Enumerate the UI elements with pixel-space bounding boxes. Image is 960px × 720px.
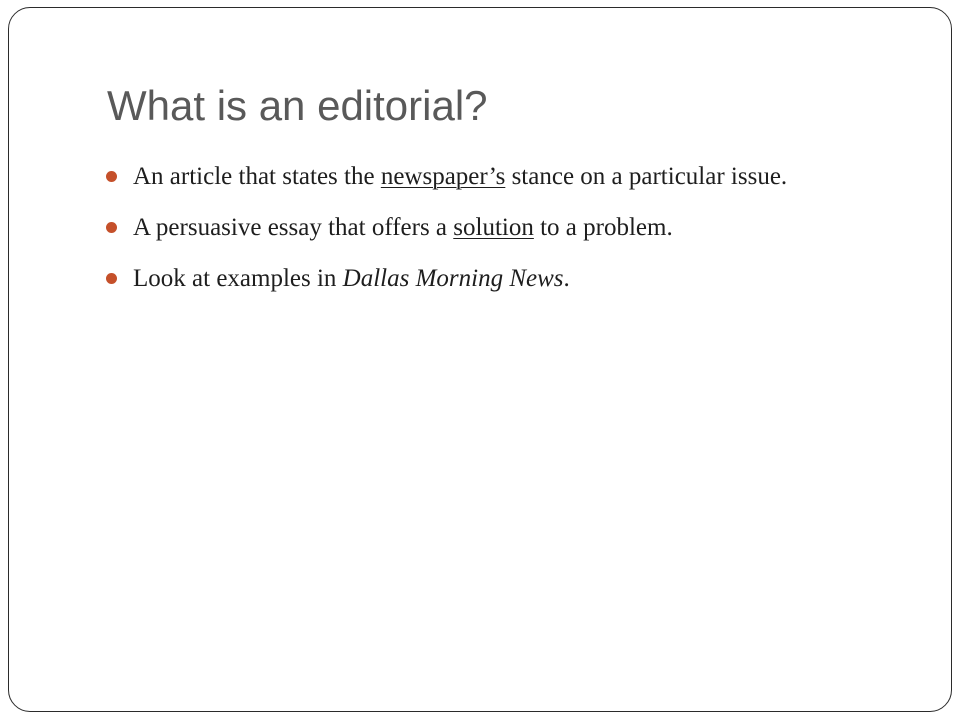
bullet-text-pre: A persuasive essay that offers a — [133, 214, 454, 241]
bullet-text-post: to a problem. — [533, 214, 673, 241]
bullet-item-definition — [105, 160, 885, 193]
bullet-text-pre: Look at examples in — [133, 265, 343, 292]
bullet-dot-icon — [106, 273, 117, 284]
bullet-list — [105, 160, 885, 313]
bullet-dot-icon — [106, 171, 117, 182]
slide-title: What is an editorial? — [107, 82, 488, 129]
bullet-text-post: . — [563, 265, 570, 292]
italic-publication-name: Dallas Morning News — [342, 265, 564, 292]
underlined-term-newspapers: newspaper’s — [380, 163, 506, 190]
underlined-term-solution: solution — [453, 214, 534, 241]
bullet-item-persuasive-essay — [105, 211, 885, 244]
bullet-dot-icon — [106, 222, 117, 233]
bullet-text-post: stance on a particular issue. — [505, 163, 788, 190]
bullet-item-examples — [105, 262, 885, 295]
bullet-text-pre: An article that states the — [133, 163, 381, 190]
